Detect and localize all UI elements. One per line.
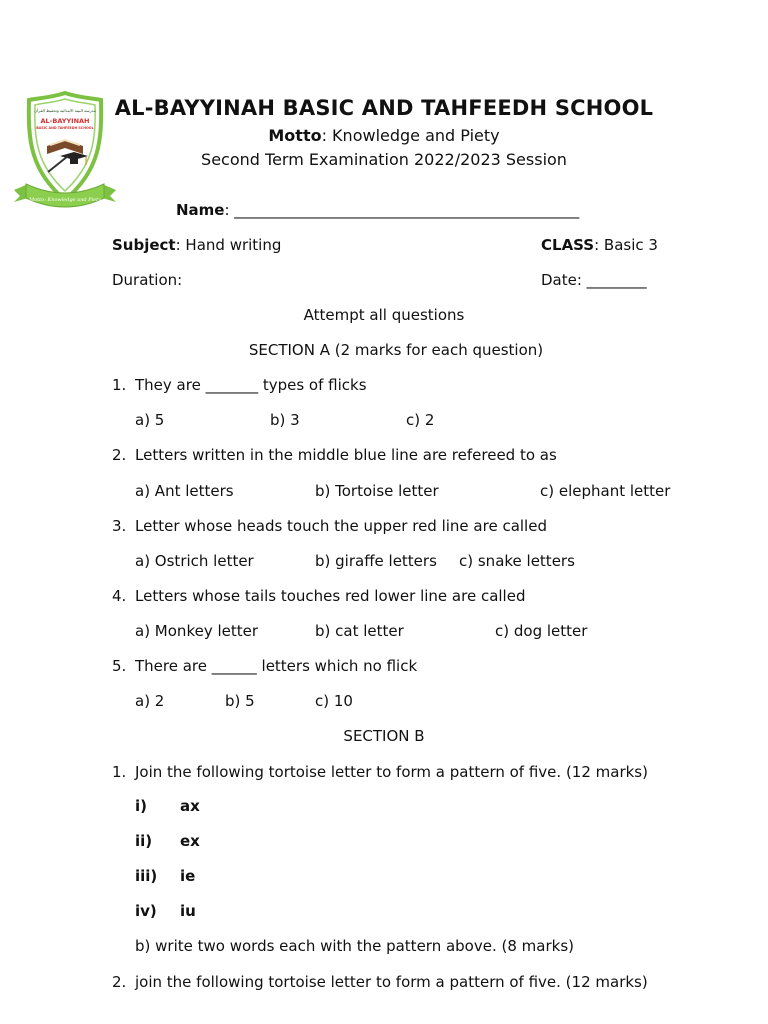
- motto-value: : Knowledge and Piety: [321, 126, 500, 145]
- motto-label: Motto: [268, 126, 322, 145]
- logo-arabic: مدرسة البينة الابتدائية وتحفيظ القرآن: [34, 108, 96, 113]
- question-text: Letter whose heads touch the upper red line are called: [135, 517, 547, 535]
- class-value: : Basic 3: [594, 236, 658, 254]
- logo-subtext: BASIC AND TAHFEEDH SCHOOL: [36, 126, 94, 130]
- item-text: ex: [180, 832, 200, 850]
- logo-ribbon-text: Motto: Knowledge and Piety: [29, 197, 101, 203]
- option-b: b) 5: [225, 692, 255, 710]
- option-b: b) cat letter: [315, 622, 404, 640]
- question-text: join the following tortoise letter to form a pattern of five. (12 marks): [135, 973, 648, 991]
- item-number: iv): [135, 902, 157, 920]
- subject-label: Subject: [112, 236, 176, 254]
- option-c: c) dog letter: [495, 622, 588, 640]
- section-a-title: SECTION A (2 marks for each question): [248, 341, 544, 359]
- question-number: 2.: [112, 973, 127, 991]
- question-number: 5.: [112, 657, 127, 675]
- option-c: c) 10: [315, 692, 353, 710]
- option-c: c) elephant letter: [540, 482, 671, 500]
- option-a: a) Ant letters: [135, 482, 234, 500]
- item-number: i): [135, 797, 147, 815]
- question-part-b: b) write two words each with the pattern above. (8 marks): [135, 937, 574, 955]
- question-text: Join the following tortoise letter to form a pattern of five. (12 marks): [135, 763, 648, 781]
- question-number: 1.: [112, 763, 127, 781]
- name-line: [176, 201, 579, 219]
- logo-name: AL-BAYYINAH: [40, 117, 90, 125]
- option-b: b) giraffe letters: [315, 552, 437, 570]
- option-b: b) Tortoise letter: [315, 482, 439, 500]
- subject-value: : Hand writing: [175, 236, 282, 254]
- item-text: ax: [180, 797, 200, 815]
- question-text: Letters written in the middle blue line are refereed to as: [135, 446, 557, 464]
- option-c: c) 2: [406, 411, 435, 429]
- item-number: ii): [135, 832, 153, 850]
- question-number: 4.: [112, 587, 127, 605]
- section-b-title: SECTION B: [343, 727, 425, 745]
- name-value: : ______________________________________________: [224, 201, 580, 219]
- name-label: Name: [176, 201, 225, 219]
- item-text: iu: [180, 902, 196, 920]
- item-number: iii): [135, 867, 158, 885]
- motto-line: [0, 126, 768, 145]
- class-label: CLASS: [541, 236, 595, 254]
- option-b: b) 3: [270, 411, 300, 429]
- question-text: Letters whose tails touches red lower line are called: [135, 587, 526, 605]
- question-number: 3.: [112, 517, 127, 535]
- date-line: Date: ________: [541, 271, 647, 289]
- school-name: AL-BAYYINAH BASIC AND TAHFEEDH SCHOOL: [114, 96, 654, 120]
- question-text: They are _______ types of flicks: [135, 376, 367, 394]
- option-a: a) 5: [135, 411, 165, 429]
- question-number: 1.: [112, 376, 127, 394]
- subject-line: [112, 236, 281, 254]
- question-text: There are ______ letters which no flick: [135, 657, 418, 675]
- option-a: a) 2: [135, 692, 165, 710]
- option-a: a) Ostrich letter: [135, 552, 254, 570]
- question-number: 2.: [112, 446, 127, 464]
- class-line: [541, 236, 658, 254]
- duration-line: Duration:: [112, 271, 183, 289]
- option-c: c) snake letters: [459, 552, 575, 570]
- item-text: ie: [180, 867, 196, 885]
- instructions: Attempt all questions: [303, 306, 465, 324]
- option-a: a) Monkey letter: [135, 622, 259, 640]
- exam-title: Second Term Examination 2022/2023 Session: [201, 150, 567, 169]
